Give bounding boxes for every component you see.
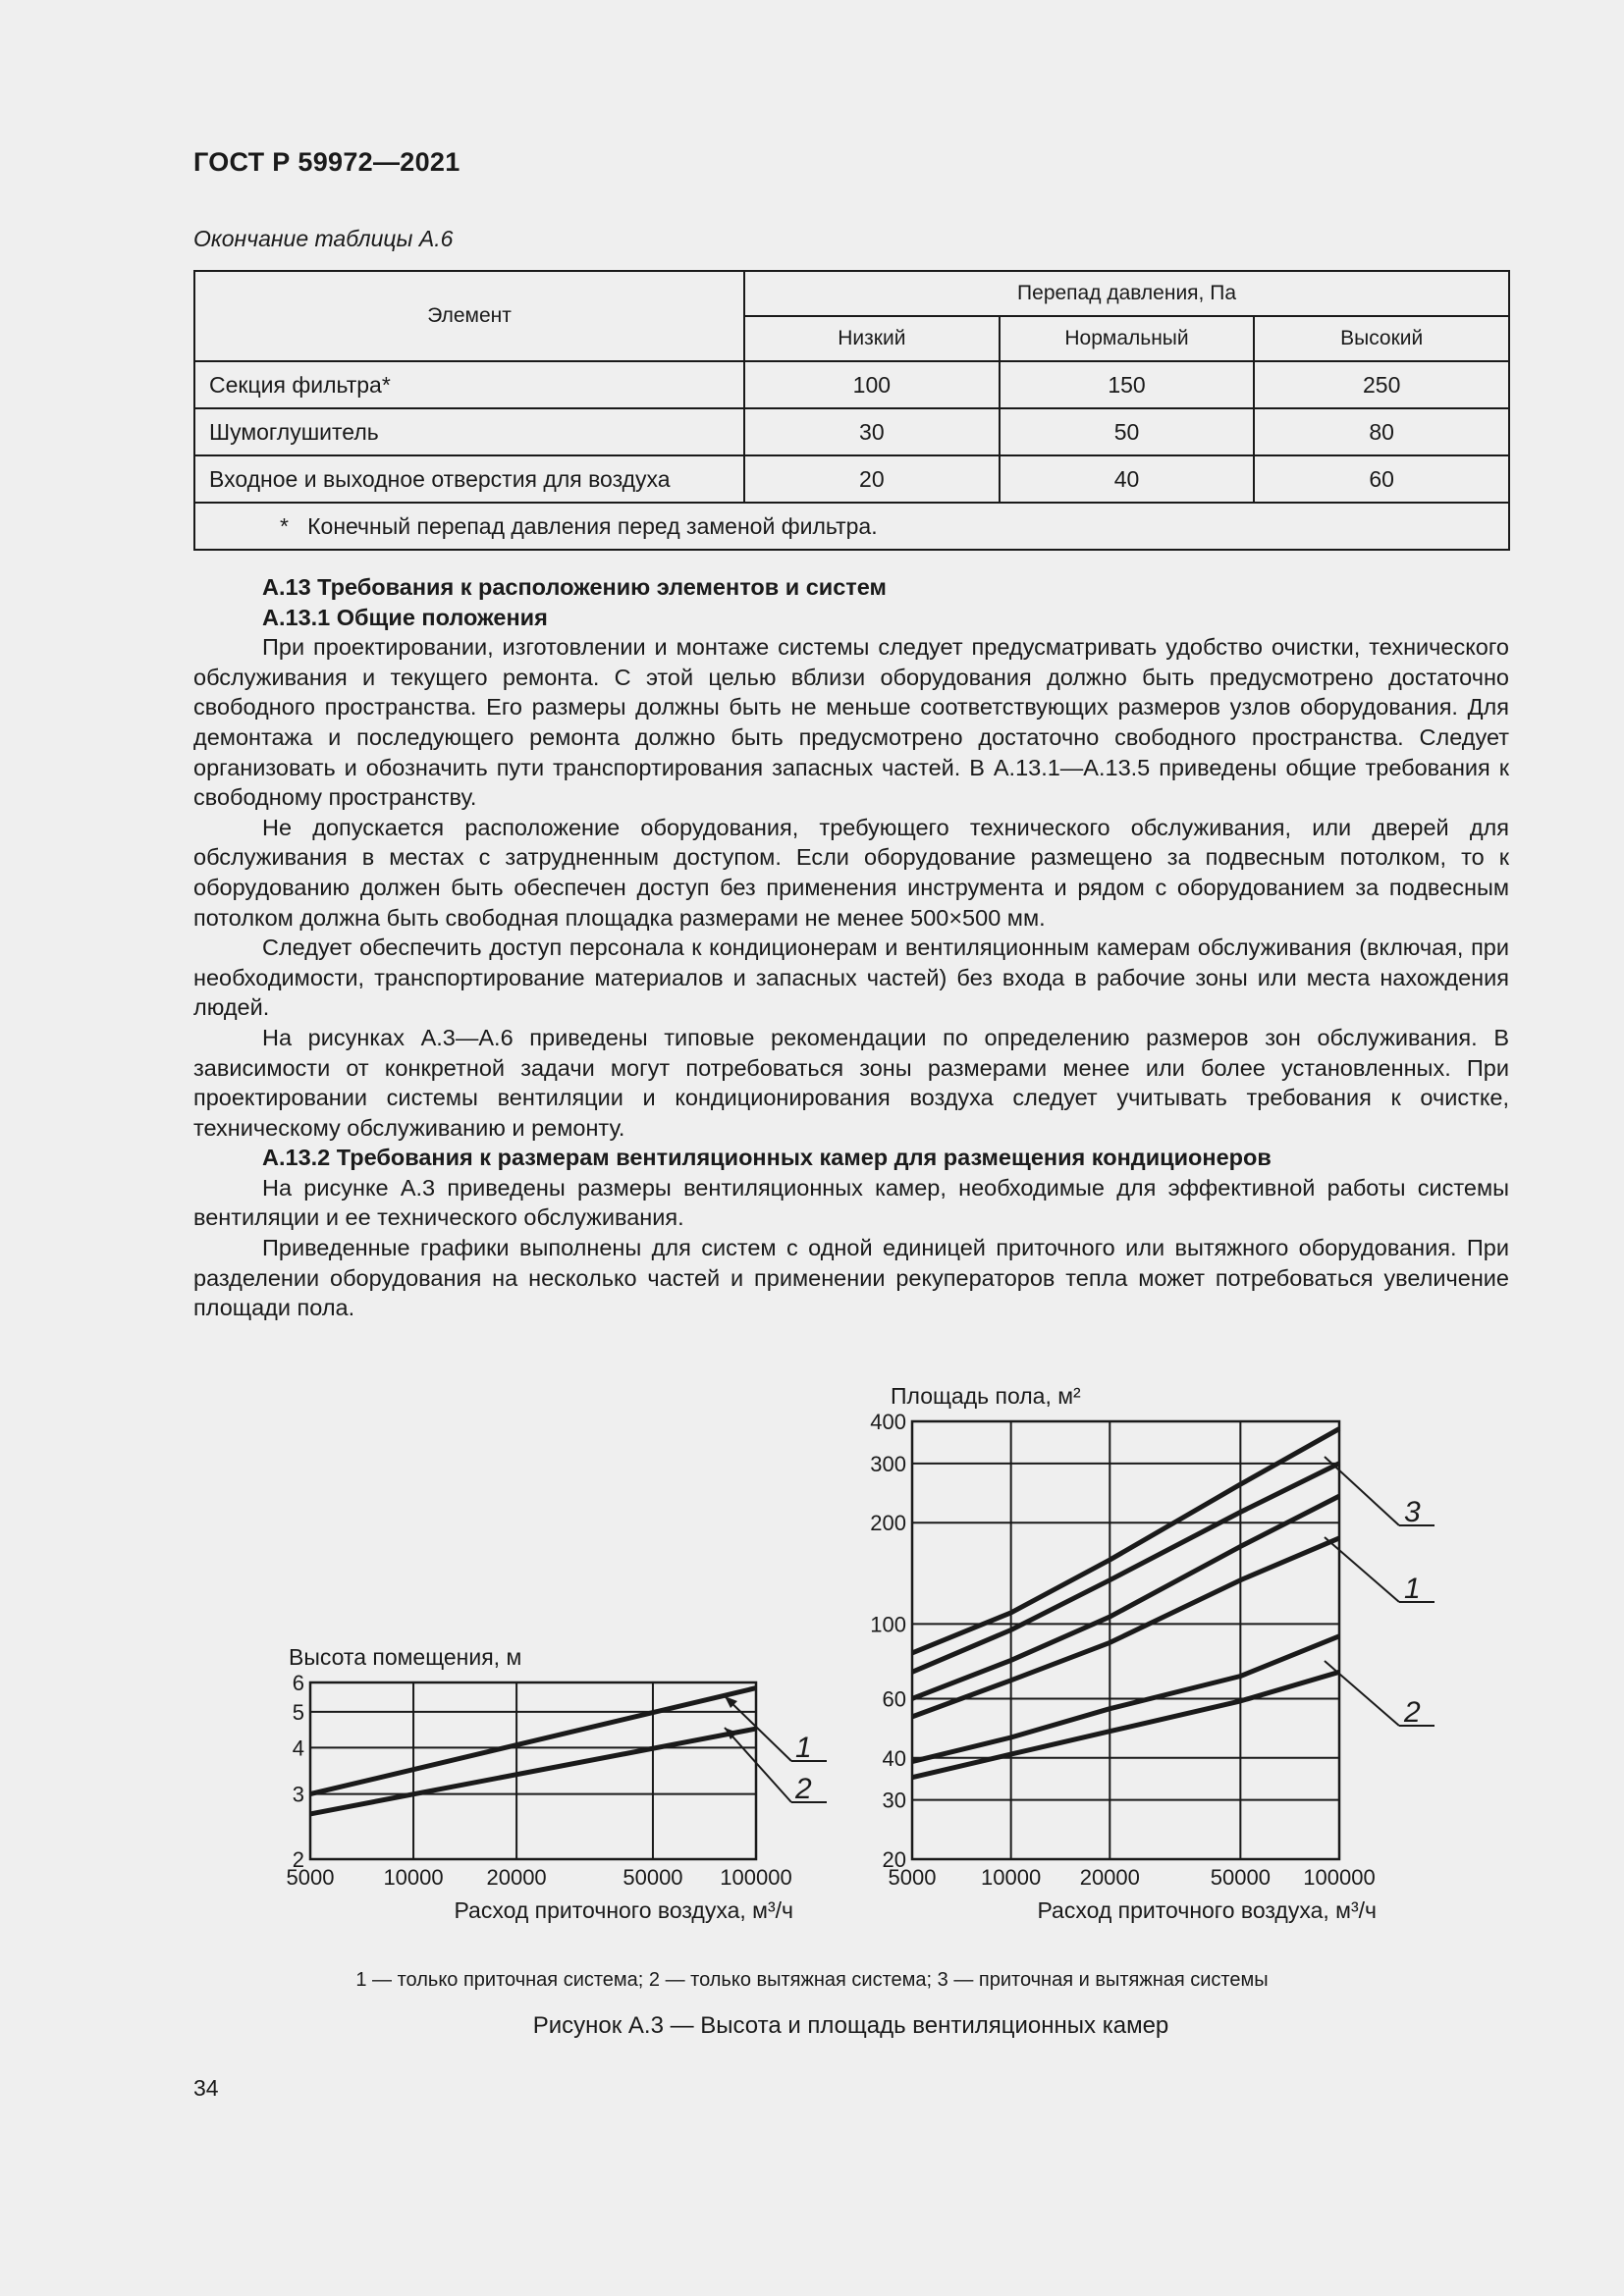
- callout-leader: [725, 1696, 791, 1761]
- series-number-label: 2: [795, 1773, 812, 1805]
- x-tick-label: 5000: [888, 1865, 937, 1890]
- table-row: [194, 455, 1509, 503]
- cell-value: 40: [1000, 455, 1255, 503]
- x-tick-label: 100000: [720, 1865, 792, 1890]
- column-header-high: Высокий: [1254, 316, 1509, 361]
- heading-a13-2: А.13.2 Требования к размерам вентиляционных камер для размещения кондиционеров: [262, 1145, 1272, 1171]
- element-column-header: Элемент: [194, 271, 744, 361]
- body-text: [193, 572, 1509, 1323]
- y-tick-label: 60: [882, 1686, 906, 1712]
- y-tick-label: 6: [292, 1671, 304, 1695]
- y-tick-label: 2: [292, 1847, 304, 1872]
- cell-value: 100: [744, 361, 1000, 408]
- page-number: 34: [193, 2075, 219, 2101]
- figure-charts: [0, 1345, 1624, 1953]
- y-tick-label: 5: [292, 1699, 304, 1725]
- paragraph: Следует обеспечить доступ персонала к кондиционерам и вентиляционным камерам обслуживания (включая, при необходимости, транспортирование материалов и запасных частей) без входа в рабочие зоны или места нахождения людей.: [193, 934, 1509, 1021]
- y-tick-label: 200: [870, 1511, 906, 1536]
- series-number-label: 1: [1404, 1573, 1421, 1605]
- callout-leader: [1325, 1661, 1399, 1726]
- cell-value: 80: [1254, 408, 1509, 455]
- cell-value: 60: [1254, 455, 1509, 503]
- cell-value: 150: [1000, 361, 1255, 408]
- x-axis-title: Расход приточного воздуха, м³/ч: [454, 1897, 793, 1923]
- y-tick-label: 100: [870, 1612, 906, 1637]
- row-name: Секция фильтра*: [194, 361, 744, 408]
- y-tick-label: 3: [292, 1782, 304, 1807]
- cell-value: 50: [1000, 408, 1255, 455]
- figure-title: Рисунок А.3 — Высота и площадь вентиляционных камер: [532, 2012, 1169, 2039]
- paragraph: При проектировании, изготовлении и монтаже системы следует предусматривать удобство очистки, технического обслуживания и текущего ремонта. С этой целью вблизи оборудования должно быть предусмотрено достаточно свободного пространства. Его размеры должны быть не меньше соответствующих размеров узлов оборудования. Для демонтажа и последующего ремонта должно быть предусмотрено достаточно свободного пространства. Следует организовать и обозначить пути транспортирования запасных частей. В А.13.1—А.13.5 приведены общие требования к свободному пространству.: [193, 634, 1509, 811]
- y-tick-label: 400: [870, 1410, 906, 1434]
- y-axis-title: Высота помещения, м: [289, 1644, 522, 1670]
- series-line-2: [912, 1672, 1339, 1777]
- cell-value: 30: [744, 408, 1000, 455]
- callout-leader: [725, 1728, 791, 1802]
- x-tick-label: 50000: [1210, 1865, 1271, 1890]
- x-tick-label: 100000: [1303, 1865, 1376, 1890]
- series-line-1: [912, 1496, 1339, 1698]
- y-tick-label: 40: [882, 1745, 906, 1771]
- table-row: [194, 408, 1509, 455]
- table-footnote-row: [194, 503, 1509, 550]
- paragraph: Не допускается расположение оборудования, требующего технического обслуживания, или дверей для обслуживания в местах с затрудненным доступом. Если оборудование размещено за подвесным потолком, то к оборудованию должен быть обеспечен доступ без применения инструмента и рядом с оборудованием за подвесным потолком должна быть свободная площадка размерами не менее 500×500 мм.: [193, 814, 1509, 931]
- paragraph: Приведенные графики выполнены для систем с одной единицей приточного или вытяжного оборудования. При разделении оборудования на несколько частей и применении рекуператоров тепла может потребоваться увеличение площади пола.: [193, 1235, 1509, 1321]
- table-header-row: [194, 271, 1509, 316]
- footnote-text: Конечный перепад давления перед заменой фильтра.: [307, 512, 878, 539]
- x-tick-label: 50000: [623, 1865, 683, 1890]
- heading-a13: А.13 Требования к расположению элементов и систем: [262, 574, 887, 600]
- x-tick-label: 20000: [1079, 1865, 1140, 1890]
- column-header-low: Низкий: [744, 316, 1000, 361]
- paragraph: На рисунке А.3 приведены размеры вентиляционных камер, необходимые для эффективной работы системы вентиляции и ее технического обслуживания.: [193, 1174, 1509, 1231]
- pressure-group-header: Перепад давления, Па: [744, 271, 1509, 316]
- y-tick-label: 20: [882, 1847, 906, 1872]
- heading-a13-1: А.13.1 Общие положения: [262, 604, 548, 630]
- figure-legend: 1 — только приточная система; 2 — только вытяжная система; 3 — приточная и вытяжная системы: [355, 1969, 1269, 1991]
- table-row: [194, 361, 1509, 408]
- series-number-label: 1: [795, 1732, 812, 1764]
- plot-frame: [912, 1421, 1339, 1859]
- pressure-drop-table: [193, 270, 1510, 551]
- series-number-label: 2: [1404, 1696, 1421, 1729]
- column-header-normal: Нормальный: [1000, 316, 1255, 361]
- y-axis-title: Площадь пола, м²: [891, 1383, 1081, 1409]
- row-name: Входное и выходное отверстия для воздуха: [194, 455, 744, 503]
- callout-leader: [1325, 1457, 1399, 1525]
- series-number-label: 3: [1404, 1496, 1421, 1528]
- x-axis-title: Расход приточного воздуха, м³/ч: [1037, 1897, 1377, 1923]
- table-caption: Окончание таблицы А.6: [193, 226, 454, 251]
- x-tick-label: 20000: [486, 1865, 547, 1890]
- callout-leader: [1325, 1537, 1399, 1602]
- y-tick-label: 4: [292, 1735, 304, 1761]
- x-tick-label: 10000: [981, 1865, 1042, 1890]
- document-header: ГОСТ Р 59972—2021: [193, 147, 460, 177]
- y-tick-label: 300: [870, 1451, 906, 1476]
- cell-value: 250: [1254, 361, 1509, 408]
- table-footnote: [194, 503, 1509, 550]
- x-tick-label: 5000: [286, 1865, 335, 1890]
- x-tick-label: 10000: [383, 1865, 444, 1890]
- y-tick-label: 30: [882, 1788, 906, 1813]
- cell-value: 20: [744, 455, 1000, 503]
- row-name: Шумоглушитель: [194, 408, 744, 455]
- paragraph: На рисунках А.3—А.6 приведены типовые рекомендации по определению размеров зон обслуживания. В зависимости от конкретной задачи могут потребоваться зоны размерами менее или более установленных. При проектировании системы вентиляции и кондиционирования воздуха следует учитывать требования к очистке, техническому обслуживанию и ремонту.: [193, 1024, 1509, 1141]
- footnote-mark: *: [280, 512, 289, 539]
